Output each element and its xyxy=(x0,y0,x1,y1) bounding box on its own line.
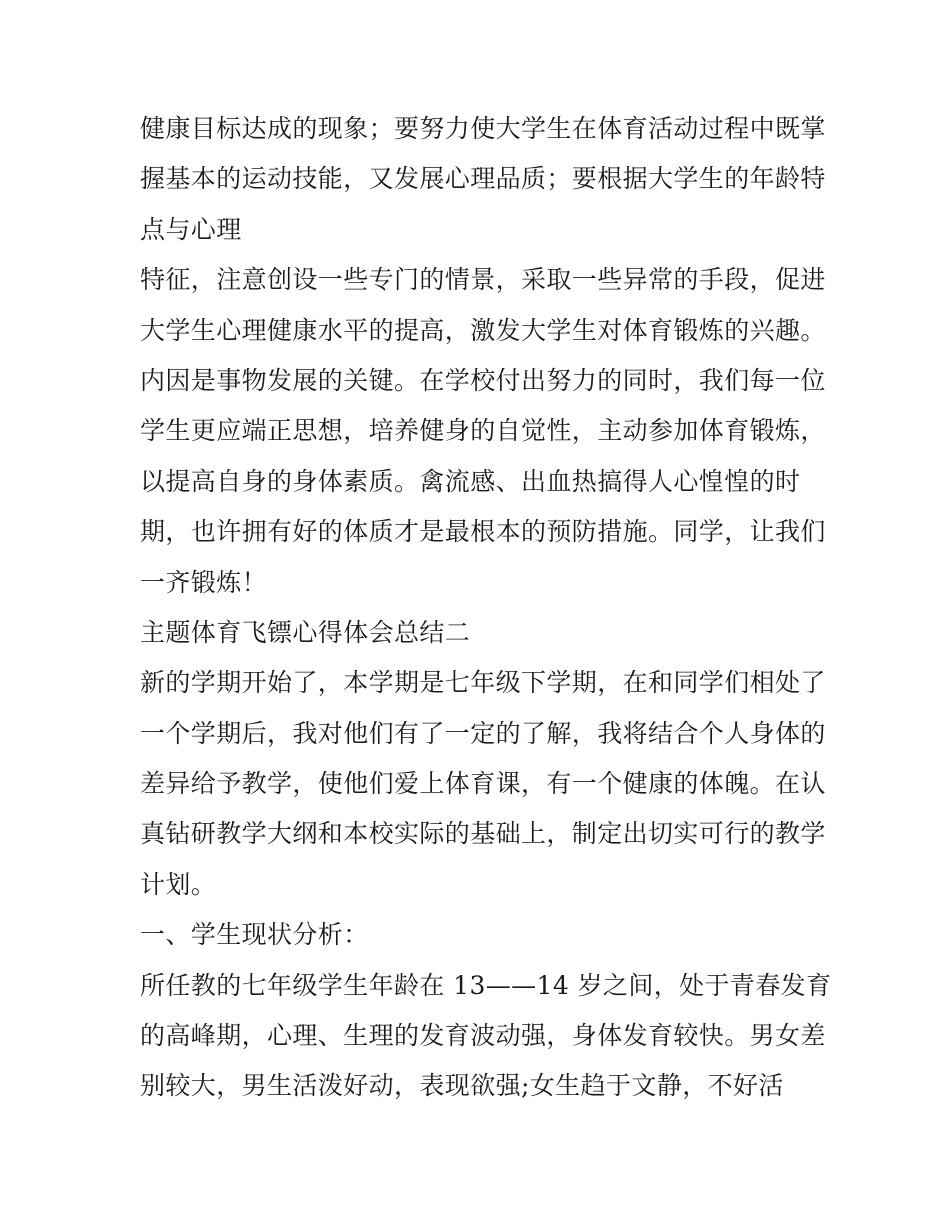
document-body xyxy=(140,104,832,1112)
text-line: 计划。 xyxy=(140,869,217,899)
text-line: 新的学期开始了，本学期是七年级下学期，在和同学们相处了 xyxy=(140,668,826,698)
text-line: 内因是事物发展的关键。在学校付出努力的同时，我们每一位 xyxy=(140,365,826,395)
text-line: 点与心理 xyxy=(140,214,242,244)
text-line: 一齐锻炼！ xyxy=(140,567,268,597)
text-line: 一个学期后，我对他们有了一定的了解，我将结合个人身体的 xyxy=(140,718,826,748)
text-line: 的高峰期，心理、生理的发育波动强，身体发育较快。男女差 xyxy=(140,1021,826,1051)
text-line: 以提高自身的身体素质。禽流感、出血热搞得人心惶惶的时 xyxy=(140,466,801,496)
text-line: 期，也许拥有好的体质才是最根本的预防措施。同学，让我们 xyxy=(140,517,826,547)
text-line: 大学生心理健康水平的提高，激发大学生对体育锻炼的兴趣。 xyxy=(140,315,826,345)
subsection-heading: 一、学生现状分析： xyxy=(140,920,369,950)
text-line: 真钻研教学大纲和本校实际的基础上，制定出切实可行的教学 xyxy=(140,819,826,849)
section-heading: 主题体育飞镖心得体会总结二 xyxy=(140,617,471,647)
text-line: 握基本的运动技能，又发展心理品质；要根据大学生的年龄特 xyxy=(140,164,826,194)
text-line: 特征，注意创设一些专门的情景，采取一些异常的手段，促进 xyxy=(140,265,826,295)
text-line: 所任教的七年级学生年龄在 13——14 岁之间，处于青春发育 xyxy=(140,970,832,1000)
text-line: 差异给予教学，使他们爱上体育课，有一个健康的体魄。在认 xyxy=(140,769,826,799)
text-line: 学生更应端正思想，培养健身的自觉性，主动参加体育锻炼， xyxy=(140,416,826,446)
text-line: 别较大，男生活泼好动，表现欲强;女生趋于文静，不好活 xyxy=(140,1071,784,1101)
text-line: 健康目标达成的现象；要努力使大学生在体育活动过程中既掌 xyxy=(140,114,826,143)
